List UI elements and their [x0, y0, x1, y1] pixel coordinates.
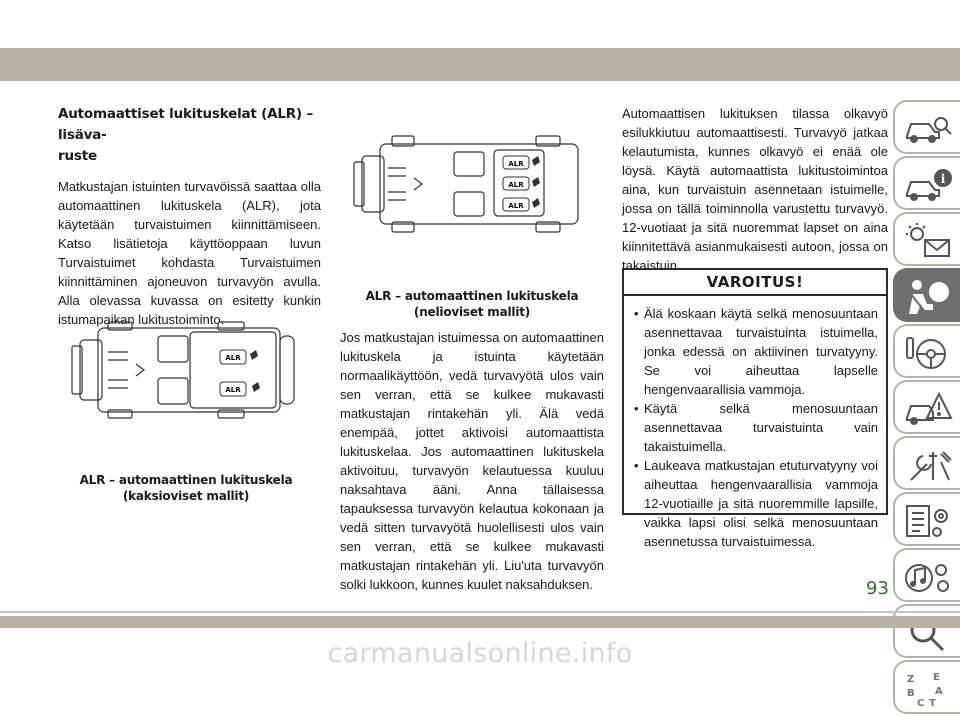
tab-technical-specifications[interactable] — [893, 492, 960, 546]
tab-instrument-cluster[interactable] — [893, 212, 960, 266]
watermark: carmanualsonline.info — [327, 638, 633, 669]
steering-wheel-icon — [903, 334, 953, 372]
right-paragraph: Automaattisen lukituksen tilassa olkavyö esilukkiutuu automaattisesti. Turvavyö jatkaa kelautumista, kunnes olkavyö ei enää ole löysä. Käytä automaattista lukitustoimintoa aina, kun turvaistuin asennetaan istuimelle, jossa on tällä toiminnolla varustettu turvavyö. 12-vuotiaat ja sitä nuoremmat lapset on aina kiinnitettävä asianmukaisesti autoon, jossa on takaistuin. — [622, 106, 888, 273]
figure-two-door-caption — [66, 472, 306, 504]
caption-line: (nelioviset mallit) — [413, 305, 531, 319]
warning-box — [622, 268, 888, 549]
alr-badge: ALR — [225, 386, 241, 394]
car-magnifier-icon — [903, 110, 953, 148]
alphabet-letter: C — [917, 698, 925, 709]
alr-badge: ALR — [508, 181, 524, 189]
section-heading-line1: Automaattiset lukituskelat (ALR) – lisäva- — [58, 106, 313, 143]
middle-paragraph: Jos matkustajan istuimessa on automaattinen lukituskela ja istuinta käytetään normaalikäyttöön, vedä turvavyötä ulos vain sen verran, että se kulkee mukavasti matkustajan rintakehän yli. Älä vedä enempää, jottet aktivoisi automaattista lukituskelaa. Jos automaattinen lukituskela aktivoituu, turvavyön kelautuessa kuuluu naksahtava ääni. Anna tällaisessa tapauksessa turvavyön kelautua kokonaan ja vedä sitten turvavyötä huolellisesti ulos vain sen verran, että se kulkee mukavasti matkustajan rintakehän yli. Liu'uta turvavyön solki lukkoon, kunnes kuulet naksahduksen. — [340, 330, 604, 592]
middle-column — [340, 328, 604, 594]
tab-safety[interactable] — [893, 268, 960, 322]
tab-servicing-maintenance[interactable] — [893, 436, 960, 490]
footer-rule — [0, 611, 960, 613]
figure-two-door — [66, 318, 306, 422]
seatbelt-airbag-icon — [903, 278, 953, 316]
caption-line: ALR – automaattinen lukituskela — [79, 473, 293, 487]
alr-badge: ALR — [508, 202, 524, 210]
left-column — [58, 104, 321, 329]
right-column — [622, 104, 888, 275]
caption-line: ALR – automaattinen lukituskela — [365, 289, 579, 303]
footer-band — [0, 616, 960, 628]
alphabet-letter: Z — [907, 674, 915, 685]
alphabet-letter: B — [907, 688, 915, 699]
caption-line: (kaksioviset mallit) — [122, 489, 250, 503]
warning-item: • Laukeava matkustajan etuturvatyyny voi aiheuttaa hengenvaarallisia vammoja 12-vuotiaille ja sitä nuoremmille lapsille, vaikka lapsi olisi selkä menosuuntaan asennetussa turvaistuimessa. — [634, 456, 878, 551]
warning-item: • Käytä selkä menosuuntaan asennettavaa turvaistuinta vain takaistuimella. — [634, 399, 878, 456]
tab-starting-operating[interactable] — [893, 324, 960, 378]
car-info-icon — [903, 166, 953, 204]
alphabet-index-icon — [903, 670, 953, 708]
checklist-gear-icon — [903, 502, 953, 540]
wrench-icon — [903, 446, 953, 484]
music-settings-icon — [903, 558, 953, 596]
svg-text:i: i — [940, 172, 946, 186]
two-door-vehicle-diagram — [66, 318, 306, 422]
alphabet-letter: A — [935, 686, 943, 697]
tab-controls[interactable] — [893, 156, 960, 210]
section-heading — [58, 104, 321, 167]
four-door-vehicle-diagram — [348, 132, 598, 236]
warning-item: • Älä koskaan käytä selkä menosuuntaan asennettavaa turvaistuinta istuimella, jonka edessä on aktiivinen turvatyyny. Se voi aiheuttaa lapselle hengenvaarallisia vammoja. — [634, 304, 878, 399]
alphabet-letter: T — [929, 698, 936, 709]
section-heading-line2: ruste — [58, 148, 97, 164]
warning-list — [624, 296, 886, 551]
figure-four-door-caption — [352, 288, 592, 320]
alphabet-letter: E — [933, 672, 940, 683]
warning-title: VAROITUS! — [624, 270, 886, 296]
alr-badge: ALR — [225, 354, 241, 362]
car-warning-icon — [903, 390, 953, 428]
tab-multimedia[interactable] — [893, 548, 960, 602]
figure-four-door — [348, 132, 598, 236]
alr-badge: ALR — [508, 160, 524, 168]
tab-getting-to-know[interactable] — [893, 100, 960, 154]
tab-in-case-of-emergency[interactable] — [893, 380, 960, 434]
page-number: 93 — [866, 578, 889, 599]
light-message-icon — [903, 222, 953, 260]
header-band — [0, 48, 960, 81]
intro-paragraph: Matkustajan istuinten turvavöissä saattaa olla automaattinen lukituskela (ALR), jota käytetään turvaistuimen kiinnittämiseen. Katso lisätietoja käyttöoppaan luvun Turvaistuimet kohdasta Turvaistuimen kiinnittäminen ajoneuvon turvavyön avulla. Alla olevassa kuvassa on esitetty kunkin istumapaikan lukitustoiminto. — [58, 179, 321, 327]
